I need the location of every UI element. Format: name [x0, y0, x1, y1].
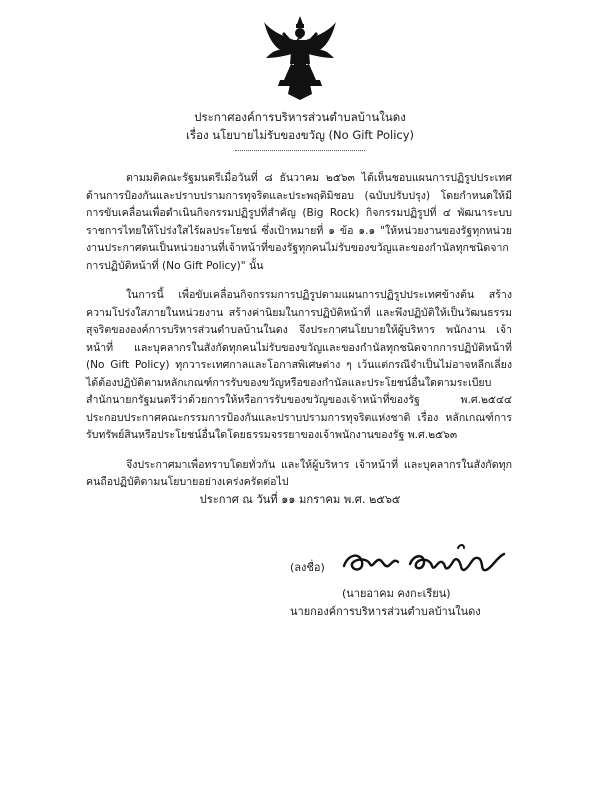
subject-line: เรื่อง นโยบายไม่รับของขวัญ (No Gift Policy) — [185, 128, 415, 142]
document-header — [0, 108, 600, 151]
handwritten-signature — [340, 540, 510, 586]
signer-printed-name: (นายอาคม คงกะเรียน) — [342, 587, 451, 600]
document-body — [86, 170, 512, 492]
org-announcement-title: ประกาศองค์การบริหารส่วนตำบลบ้านในดง — [194, 110, 406, 124]
paragraph-2: ในการนี้ เพื่อขับเคลื่อนกิจกรรมการปฏิรูปตามแผนการปฏิรูปประเทศข้างต้น สร้างความโปร่งใสภายในหน่วยงาน สร้างค่านิยมในการปฏิบัติหน้าที่ และพึงปฏิบัติให้เป็นวัฒนธรรมสุจริตขององค์การบริหารส่วนตำบลบ้านในดง จึงประกาศนโยบายให้ผู้บริหาร พนักงาน เจ้าหน้าที่ และบุคลากรในสังกัดทุกคนไม่รับของขวัญและของกำนัลทุกชนิดจากการปฏิบัติหน้าที่ (No Gift Policy) ทุกวาระเทศกาลและโอกาสพิเศษต่าง ๆ เว้นแต่กรณีจำเป็นไม่อาจหลีกเลี่ยงได้ต้องปฏิบัติตามหลักเกณฑ์การรับของขวัญหรือของกำนัลและประโยชน์อื่นใดตามระเบียบสำนักนายกรัฐมนตรีว่าด้วยการให้หรือการรับของขวัญของเจ้าหน้าที่ของรัฐ พ.ศ.๒๕๔๔ ประกอบประกาศคณะกรรมการป้องกันและปราบปรามการทุจริตแห่งชาติ เรื่อง หลักเกณฑ์การรับทรัพย์สินหรือประโยชน์อื่นใดโดยธรรมจรรยาของเจ้าพนักงานของรัฐ พ.ศ.๒๕๖๓ — [86, 289, 512, 441]
paragraph-1: ตามมติคณะรัฐมนตรีเมื่อวันที่ ๘ ธันวาคม ๒๕๖๓ ได้เห็นชอบแผนการปฏิรูปประเทศด้านการป้องกันและปราบปรามการทุจริตและประพฤติมิชอบ (ฉบับปรับปรุง) โดยกำหนดให้มีการขับเคลื่อนเพื่อดำเนินกิจกรรมปฏิรูปที่สำคัญ (Big Rock) กิจกรรมปฏิรูปที่ ๔ พัฒนาระบบราชการไทยให้โปร่งใสไร้ผลประโยชน์ ซึ่งเป้าหมายที่ ๑ ข้อ ๑.๑ "ให้หน่วยงานของรัฐทุกหน่วยงานประกาศตนเป็นหน่วยงานที่เจ้าหน้าที่ของรัฐทุกคนไม่รับของขวัญและของกำนัลทุกชนิดจากการปฏิบัติหน้าที่ (No Gift Policy)" นั้น — [86, 172, 512, 272]
announcement-date: ประกาศ ณ วันที่ ๑๑ มกราคม พ.ศ. ๒๕๖๕ — [199, 493, 401, 506]
paragraph-3: จึงประกาศมาเพื่อทราบโดยทั่วกัน และให้ผู้บริหาร เจ้าหน้าที่ และบุคลากรในสังกัดทุกคนถือปฏิบัติตามนโยบายอย่างเคร่งครัดต่อไป — [86, 458, 512, 488]
header-divider — [235, 150, 365, 151]
garuda-emblem-icon — [262, 14, 338, 100]
signer-position: นายกองค์การบริหารส่วนตำบลบ้านในดง — [290, 605, 481, 618]
signature-label: (ลงชื่อ) — [290, 561, 325, 574]
